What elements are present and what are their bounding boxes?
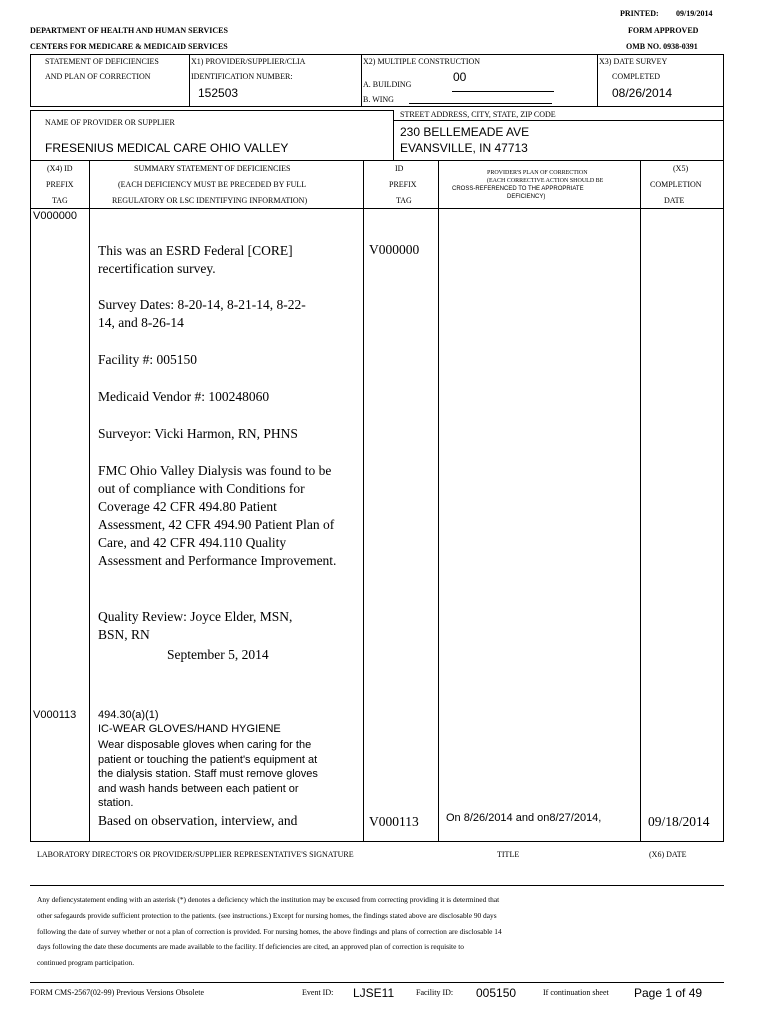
regulation-text: Wear disposable gloves when caring for the patient or touching the patient's equipment at the dialysis station. Staff must remove gloves and wash hands between each patient or station.: [98, 739, 318, 810]
id-tag-v000113: V000113: [369, 814, 419, 829]
x4-prefix-label: PREFIX: [46, 180, 74, 189]
facility-number-text: Facility #: 005150: [98, 352, 197, 367]
regulation-citation: 494.30(a)(1): [98, 709, 159, 721]
x4-tag-label: TAG: [52, 196, 68, 205]
regulation-title: IC-WEAR GLOVES/HAND HYGIENE: [98, 723, 281, 735]
completed-label: COMPLETED: [612, 72, 660, 81]
printed-date: 09/19/2014: [676, 9, 713, 18]
summary-heading: SUMMARY STATEMENT OF DEFICIENCIES: [134, 164, 291, 173]
disclaimer-line-2: other safegaurds provide sufficient protection to the patients. (see instructions.) Except for nursing homes, the findings stated above are disclosable 90 days: [37, 911, 497, 920]
building-label: A. BUILDING: [363, 80, 412, 89]
quality-review-date: September 5, 2014: [167, 647, 269, 662]
plan-of-correction-label: AND PLAN OF CORRECTION: [45, 72, 151, 81]
wing-label: B. WING: [363, 95, 394, 104]
plan-subheading-2: CROSS-REFERENCED TO THE APPROPRIATE: [452, 186, 584, 192]
survey-type-text: This was an ESRD Federal [CORE] recertification survey.: [98, 243, 293, 276]
multiple-construction-label: X2) MULTIPLE CONSTRUCTION: [363, 57, 481, 66]
survey-dates-text: Survey Dates: 8-20-14, 8-21-14, 8-22-14, and 8-26-14: [98, 297, 306, 330]
form-approved: FORM APPROVED: [628, 26, 699, 35]
completion-date: 09/18/2014: [648, 814, 710, 829]
event-id-label: Event ID:: [302, 988, 334, 997]
disclaimer-line-5: continued program participation.: [37, 958, 135, 967]
x4-id-label: (X4) ID: [47, 164, 73, 173]
title-label: TITLE: [497, 850, 520, 859]
summary-subheading: (EACH DEFICIENCY MUST BE PRECEDED BY FULL: [118, 180, 307, 189]
plan-subheading: (EACH CORRECTIVE ACTION SHOULD BE: [487, 178, 604, 184]
page-number: Page 1 of 49: [634, 986, 703, 1000]
plan-heading: PROVIDER'S PLAN OF CORRECTION: [487, 170, 588, 176]
address-line1: 230 BELLEMEADE AVE: [400, 125, 530, 139]
facility-id-value: 005150: [476, 986, 517, 1000]
provider-name-label: NAME OF PROVIDER OR SUPPLIER: [45, 118, 175, 127]
provider-clia-label: X1) PROVIDER/SUPPLIER/CLIA: [191, 57, 306, 66]
form-number: FORM CMS-2567(02-99) Previous Versions Obsolete: [30, 988, 205, 997]
quality-review-credentials: BSN, RN: [98, 627, 150, 642]
findings-intro-text: Based on observation, interview, and: [98, 813, 298, 828]
x6-date-label: (X6) DATE: [649, 850, 687, 859]
printed-label: PRINTED:: [620, 9, 659, 18]
date-survey-label: X3) DATE SURVEY: [599, 57, 668, 66]
centers-title: CENTERS FOR MEDICARE & MEDICAID SERVICES: [30, 42, 228, 51]
date-label: DATE: [664, 196, 685, 205]
continuation-label: If continuation sheet: [543, 988, 609, 997]
disclaimer-line-1: Any defiencystatement ending with an asterisk (*) denotes a deficiency which the institution may be excused from correcting providing it is determined that: [37, 895, 500, 904]
plan-of-correction-text: On 8/26/2014 and on8/27/2014,: [446, 812, 602, 824]
event-id-value: LJSE11: [353, 986, 395, 1000]
building-value: 00: [453, 70, 467, 84]
id-tag-v000000: V000000: [369, 242, 420, 257]
prefix-tag-v000113: V000113: [33, 709, 77, 721]
surveyor-text: Surveyor: Vicki Harmon, RN, PHNS: [98, 426, 298, 441]
address-label: STREET ADDRESS, CITY, STATE, ZIP CODE: [400, 110, 556, 119]
address-line2: EVANSVILLE, IN 47713: [400, 141, 528, 155]
provider-id-value: 152503: [198, 86, 239, 100]
disclaimer-line-4: days following the date these documents are made available to the facility. If deficiencies are cited, an approved plan of correction is requisite to: [37, 942, 464, 951]
summary-subheading-2: REGULATORY OR LSC IDENTIFYING INFORMATION): [112, 196, 308, 205]
x5-label: (X5): [673, 164, 689, 173]
identification-number-label: IDENTIFICATION NUMBER:: [191, 72, 293, 81]
statement-label: STATEMENT OF DEFICIENCIES: [45, 57, 159, 66]
department-title: DEPARTMENT OF HEALTH AND HUMAN SERVICES: [30, 26, 228, 35]
signature-label: LABORATORY DIRECTOR'S OR PROVIDER/SUPPLIER REPRESENTATIVE'S SIGNATURE: [37, 850, 354, 859]
medicaid-vendor-text: Medicaid Vendor #: 100248060: [98, 389, 270, 404]
completion-label: COMPLETION: [650, 180, 702, 189]
plan-subheading-3: DEFICIENCY): [507, 194, 546, 200]
id-tag-label: TAG: [396, 196, 412, 205]
disclaimer-line-3: following the date of survey whether or not a plan of correction is provided. For nursing homes, the above findings and plans of correction are disclosable 14: [37, 927, 502, 936]
survey-completed-date: 08/26/2014: [612, 86, 673, 100]
provider-name-value: FRESENIUS MEDICAL CARE OHIO VALLEY: [45, 141, 289, 155]
id-prefix-label: PREFIX: [389, 180, 417, 189]
compliance-summary-text: FMC Ohio Valley Dialysis was found to be out of compliance with Conditions for Coverage 42 CFR 494.80 Patient Assessment, 42 CFR 494.90 Patient Plan of Care, and 42 CFR 494.110 Quality Assessment and Performance Improvement.: [98, 463, 337, 568]
prefix-tag-v000000: V000000: [33, 210, 78, 222]
facility-id-label: Facility ID:: [416, 988, 454, 997]
omb-number: OMB NO. 0938-0391: [626, 42, 698, 51]
quality-review-text: Quality Review: Joyce Elder, MSN,: [98, 609, 293, 624]
id-label: ID: [395, 164, 404, 173]
